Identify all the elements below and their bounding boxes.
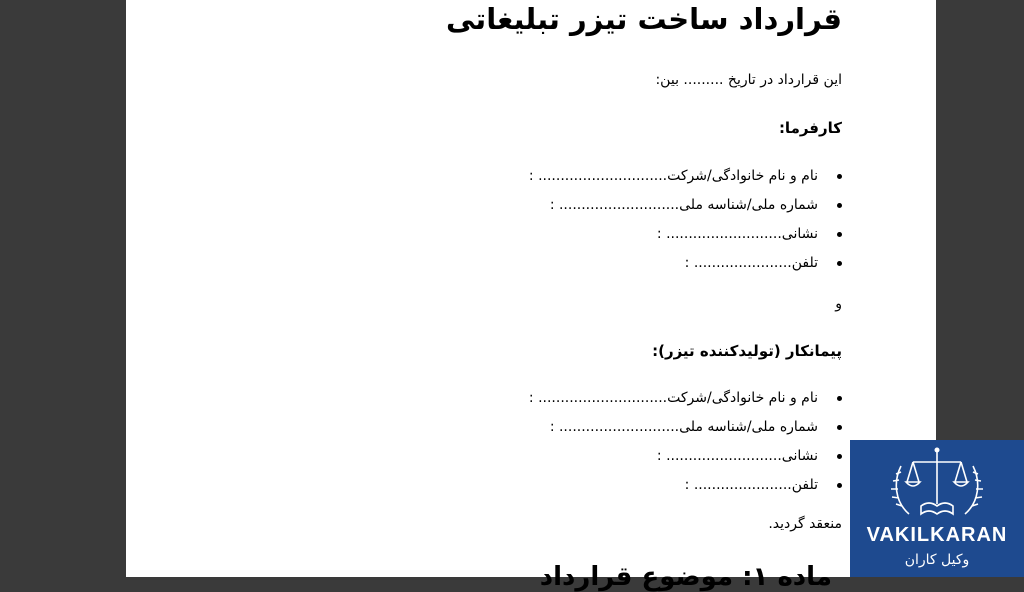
contractor-address-field: نشانی.......................... : [529, 446, 842, 475]
contractor-fields-list [529, 388, 842, 504]
closing-line: منعقد گردید. [768, 516, 842, 532]
contractor-id-field: شماره ملی/شناسه ملی........................... : [529, 417, 842, 446]
employer-heading: کارفرما: [778, 119, 842, 137]
scales-of-justice-icon [887, 444, 987, 522]
intro-line: این قرارداد در تاریخ ......... بین: [655, 72, 842, 88]
vakilkaran-logo [850, 440, 1024, 577]
employer-fields-list [529, 166, 842, 282]
logo-name-fa: وکیل کاران [904, 552, 970, 568]
employer-name-field: نام و نام خانوادگی/شرکت............................. : [529, 166, 842, 195]
contractor-name-field: نام و نام خانوادگی/شرکت............................. : [529, 388, 842, 417]
logo-name-en: VAKILKARAN [866, 524, 1008, 546]
employer-address-field: نشانی.......................... : [529, 224, 842, 253]
conjunction-text: و [835, 296, 842, 312]
contractor-heading: پیمانکار (تولیدکننده تیزر): [652, 342, 842, 360]
employer-phone-field: تلفن...................... : [529, 253, 842, 282]
document-page [126, 0, 936, 592]
contractor-phone-field: تلفن...................... : [529, 475, 842, 504]
document-title: قرارداد ساخت تیزر تبلیغاتی [445, 2, 842, 36]
employer-id-field: شماره ملی/شناسه ملی........................... : [529, 195, 842, 224]
next-section-heading: ماده ۱: موضوع قرارداد [539, 562, 832, 592]
